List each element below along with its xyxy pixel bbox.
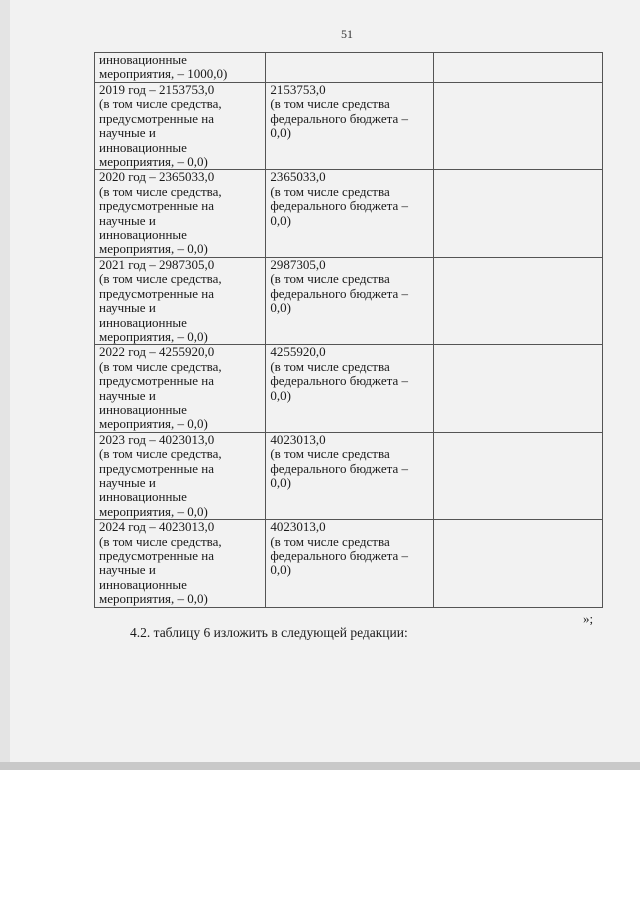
cell-description [95,83,266,170]
cell-line: 2987305,0 [270,256,326,272]
scan-left-margin-shadow [0,0,10,768]
cell-line: научные и [99,387,156,403]
cell-line: (в том числе средства, [99,358,222,374]
cell-line: (в том числе средства [270,183,390,199]
cell-line: предусмотренные на [99,110,215,126]
cell-empty [433,170,602,257]
cell-line: 2024 год – 4023013,0 [99,519,215,535]
cell-federal-budget [266,53,433,83]
cell-line: мероприятия, – 1000,0) [99,66,228,82]
cell-empty [433,345,602,432]
cell-description [95,432,266,519]
cell-line: мероприятия, – 0,0) [99,154,208,170]
cell-empty [433,520,602,607]
cell-description [95,257,266,344]
cell-line: (в том числе средства, [99,183,222,199]
cell-line: 2023 год – 4023013,0 [99,431,215,447]
page-number: 51 [341,27,353,41]
cell-line: мероприятия, – 0,0) [99,503,208,519]
funding-table [94,52,603,608]
table-row [95,170,603,257]
cell-line: 4255920,0 [270,344,326,360]
cell-line: 0,0) [270,300,291,316]
closing-quote-mark: »; [583,611,594,626]
cell-line: 0,0) [270,562,291,578]
cell-line: инновационные [99,401,187,417]
cell-line: (в том числе средства, [99,533,222,549]
cell-line: инновационные [99,489,187,505]
cell-line: 2365033,0 [270,169,326,185]
cell-empty [433,432,602,519]
cell-line: мероприятия, – 0,0) [99,591,208,607]
cell-line: 0,0) [270,474,291,490]
cell-line: 2153753,0 [270,82,326,97]
cell-federal-budget [266,345,433,432]
cell-line: инновационные [99,314,187,330]
cell-line: федерального бюджета – [270,373,408,389]
funding-table-body [95,53,603,608]
cell-line: 0,0) [270,125,291,141]
cell-line: (в том числе средства [270,533,390,549]
cell-line: (в том числе средства, [99,446,222,462]
cell-line: предусмотренные на [99,198,215,214]
scan-bottom-edge [0,762,640,770]
cell-line: предусмотренные на [99,373,215,389]
cell-line: 2019 год – 2153753,0 [99,82,215,97]
cell-line: научные и [99,300,156,316]
cell-description [95,520,266,607]
table-row [95,432,603,519]
table-row [95,520,603,607]
next-paragraph: 4.2. таблицу 6 изложить в следующей редакции: [130,625,408,640]
cell-federal-budget [266,432,433,519]
cell-line: предусмотренные на [99,285,215,301]
cell-description [95,345,266,432]
cell-empty [433,83,602,170]
cell-line: 2022 год – 4255920,0 [99,344,215,360]
cell-line: федерального бюджета – [270,285,408,301]
cell-line: (в том числе средства, [99,271,222,287]
cell-description [95,53,266,83]
cell-line: мероприятия, – 0,0) [99,241,208,257]
cell-line: федерального бюджета – [270,548,408,563]
cell-empty [433,257,602,344]
cell-description [95,170,266,257]
cell-line: инновационные [99,576,187,592]
cell-line: (в том числе средства [270,271,390,287]
cell-line: (в том числе средства [270,446,390,462]
cell-line: предусмотренные на [99,460,215,476]
cell-line: 4023013,0 [270,431,326,447]
table-row-continuation [95,53,603,83]
cell-line: инновационные [99,52,187,67]
cell-line: федерального бюджета – [270,198,408,214]
cell-line: научные и [99,212,156,228]
cell-line: 2020 год – 2365033,0 [99,169,215,185]
cell-line: 4023013,0 [270,519,326,535]
cell-line: мероприятия, – 0,0) [99,416,208,432]
cell-line: 0,0) [270,387,291,403]
cell-line: (в том числе средства [270,96,390,112]
cell-line: (в том числе средства, [99,96,222,112]
cell-line: 2021 год – 2987305,0 [99,256,215,272]
cell-line: научные и [99,562,156,578]
cell-federal-budget [266,520,433,607]
cell-federal-budget [266,257,433,344]
table-row [95,257,603,344]
cell-line: научные и [99,125,156,141]
cell-line: (в том числе средства [270,358,390,374]
cell-line: федерального бюджета – [270,110,408,126]
cell-line: инновационные [99,227,187,243]
cell-federal-budget [266,170,433,257]
cell-line: 0,0) [270,212,291,228]
cell-empty [433,53,602,83]
table-row [95,83,603,170]
cell-line: предусмотренные на [99,548,215,563]
cell-line: мероприятия, – 0,0) [99,328,208,344]
cell-line: научные и [99,474,156,490]
table-row [95,345,603,432]
cell-line: федерального бюджета – [270,460,408,476]
cell-line: инновационные [99,139,187,155]
cell-federal-budget [266,83,433,170]
